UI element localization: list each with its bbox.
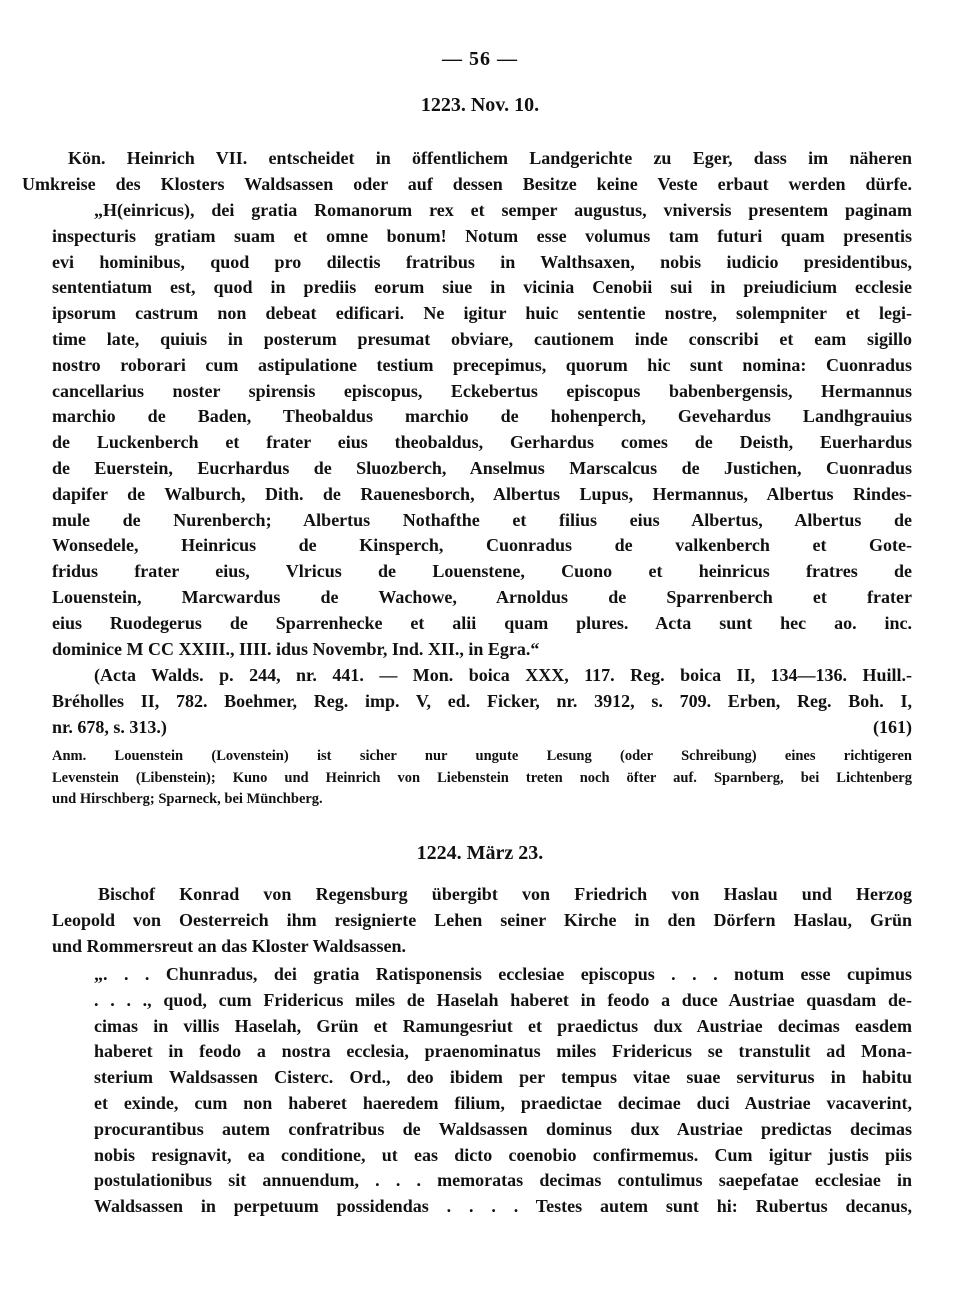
text-line: de Euerstein, Eucrhardus de Sluozberch, Anselmus Marscalcus de Justichen, Cuonradus xyxy=(52,457,912,478)
summary-line: Bischof Konrad von Regensburg übergibt von Friedrich von Haslau und Herzog xyxy=(98,884,912,904)
text-line: . . . ., quod, cum Fridericus miles de Haselah haberet in feodo a duce Austriae quasdam de- xyxy=(94,989,912,1010)
citation-line: (Acta Walds. p. 244, nr. 441. — Mon. boica XXX, 117. Reg. boica II, 134—136. Huill.- xyxy=(94,665,912,685)
entry2-date: 1224. März 23. xyxy=(416,842,544,864)
entry1-note xyxy=(52,746,912,811)
text-line: time late, quiuis in posterum presumat obviare, cautionem inde conscribi et eam sigillo xyxy=(52,328,912,349)
text-line: procurantibus autem confratribus de Waldsassen dominus dux Austriae predictas decimas xyxy=(94,1118,912,1139)
text-line: postulationibus sit annuendum, . . . memoratas decimas contulimus saepefatae ecclesiae in xyxy=(94,1170,912,1191)
text-line: Wonsedele, Heinricus de Kinsperch, Cuonradus de valkenberch et Gote- xyxy=(52,535,912,556)
entry1-text xyxy=(52,198,912,662)
text-line: sterium Waldsassen Cisterc. Ord., deo ibidem per tempus vitae suae serviturus in habitu xyxy=(94,1067,912,1088)
citation-line: nr. 678, s. 313.) xyxy=(52,716,167,737)
note-line: Anm. Louenstein (Lovenstein) ist sicher nur ungute Lesung (oder Schreibung) eines richtigeren xyxy=(52,748,912,764)
text-line: fridus frater eius, Vlricus de Louenstene, Cuono et heinricus fratres de xyxy=(52,561,912,582)
text-line: dominice M CC XXIII., IIII. idus Novembr, Ind. XII., in Egra.“ xyxy=(52,638,540,659)
entry2-summary xyxy=(52,882,912,959)
entry2-text xyxy=(94,962,912,1220)
text-line: evi hominibus, quod pro dilectis fratribus in Walthsaxen, nobis iudicio presidentibus, xyxy=(52,251,912,272)
citation-line: Bréholles II, 782. Boehmer, Reg. imp. V, ed. Ficker, nr. 3912, s. 709. Erben, Reg. Boh. I, xyxy=(52,690,912,711)
text-line: mule de Nurenberch; Albertus Nothafthe et filius eius Albertus, Albertus de xyxy=(52,509,912,530)
entry1-number-wrap xyxy=(800,715,912,741)
text-line: Waldsassen in perpetuum possidendas . . . . Testes autem sunt hi: Rubertus decanus, xyxy=(94,1196,912,1217)
text-line: haberet in feodo a nostra ecclesia, praenominatus miles Fridericus se transtulit ad Mona- xyxy=(94,1041,912,1062)
text-line: cimas in villis Haselah, Grün et Ramungesriut et praedictus dux Austriae decimas easdem xyxy=(94,1015,912,1036)
entry1-number: (161) xyxy=(873,717,912,737)
note-line: und Hirschberg; Sparneck, bei Münchberg. xyxy=(52,791,323,807)
page-number: — 56 — xyxy=(442,48,518,70)
entry1-citation xyxy=(52,663,912,740)
text-line: ipsorum castrum non debeat edificari. Ne igitur huic sententie nostre, solempniter et legi- xyxy=(52,303,912,324)
summary-line: Kön. Heinrich VII. entscheidet in öffentlichem Landgerichte zu Eger, dass im näheren xyxy=(68,148,912,168)
note-line: Levenstein (Libenstein); Kuno und Heinrich von Liebenstein treten noch öfter auf. Sparnberg, bei Lichtenberg xyxy=(52,769,912,786)
text-line: de Luckenberch et frater eius theobaldus, Gerhardus comes de Deisth, Euerhardus xyxy=(52,432,912,453)
summary-line: Leopold von Oesterreich ihm resignierte Lehen seiner Kirche in den Dörfern Haslau, Grün xyxy=(52,909,912,930)
text-line: „H(einricus), dei gratia Romanorum rex et semper augustus, vniversis presentem paginam xyxy=(94,200,912,220)
text-line: nostro roborari cum astipulatione testium precepimus, quorum hic sunt nomina: Cuonradus xyxy=(52,354,912,375)
text-line: marchio de Baden, Theobaldus marchio de hohenperch, Gevehardus Landhgrauius xyxy=(52,406,912,427)
text-line: inspecturis gratiam suam et omne bonum! Notum esse volumus tam futuri quam presentis xyxy=(52,225,912,246)
text-line: dapifer de Walburch, Dith. de Rauenesborch, Albertus Lupus, Hermannus, Albertus Rindes- xyxy=(52,483,912,504)
text-line: cancellarius noster spirensis episcopus, Eckebertus episcopus babenbergensis, Hermannus xyxy=(52,380,912,401)
entry1-summary xyxy=(22,146,912,198)
text-line: sententiatum est, quod in prediis eorum siue in vicinia Cenobii sui in preiudicium ecclesie xyxy=(52,277,912,298)
text-line: Louenstein, Marcwardus de Wachowe, Arnoldus de Sparrenberch et frater xyxy=(52,586,912,607)
text-line: nobis resignavit, ea conditione, ut eas dicto coenobio confirmemus. Cum igitur justis piis xyxy=(94,1144,912,1165)
entry1-date: 1223. Nov. 10. xyxy=(420,94,540,116)
text-line: eius Ruodegerus de Sparrenhecke et alii quam plures. Acta sunt hec ao. inc. xyxy=(52,612,912,633)
summary-line: und Rommersreut an das Kloster Waldsassen. xyxy=(52,935,407,956)
summary-line: Umkreise des Klosters Waldsassen oder auf dessen Besitze keine Veste erbaut werden dürfe. xyxy=(22,173,912,194)
text-line: et exinde, cum non haberet haeredem filium, praedictae decimae duci Austriae vacaverint, xyxy=(94,1092,912,1113)
text-line: „. . . Chunradus, dei gratia Ratisponensis ecclesiae episcopus . . . notum esse cupimus xyxy=(94,964,912,984)
